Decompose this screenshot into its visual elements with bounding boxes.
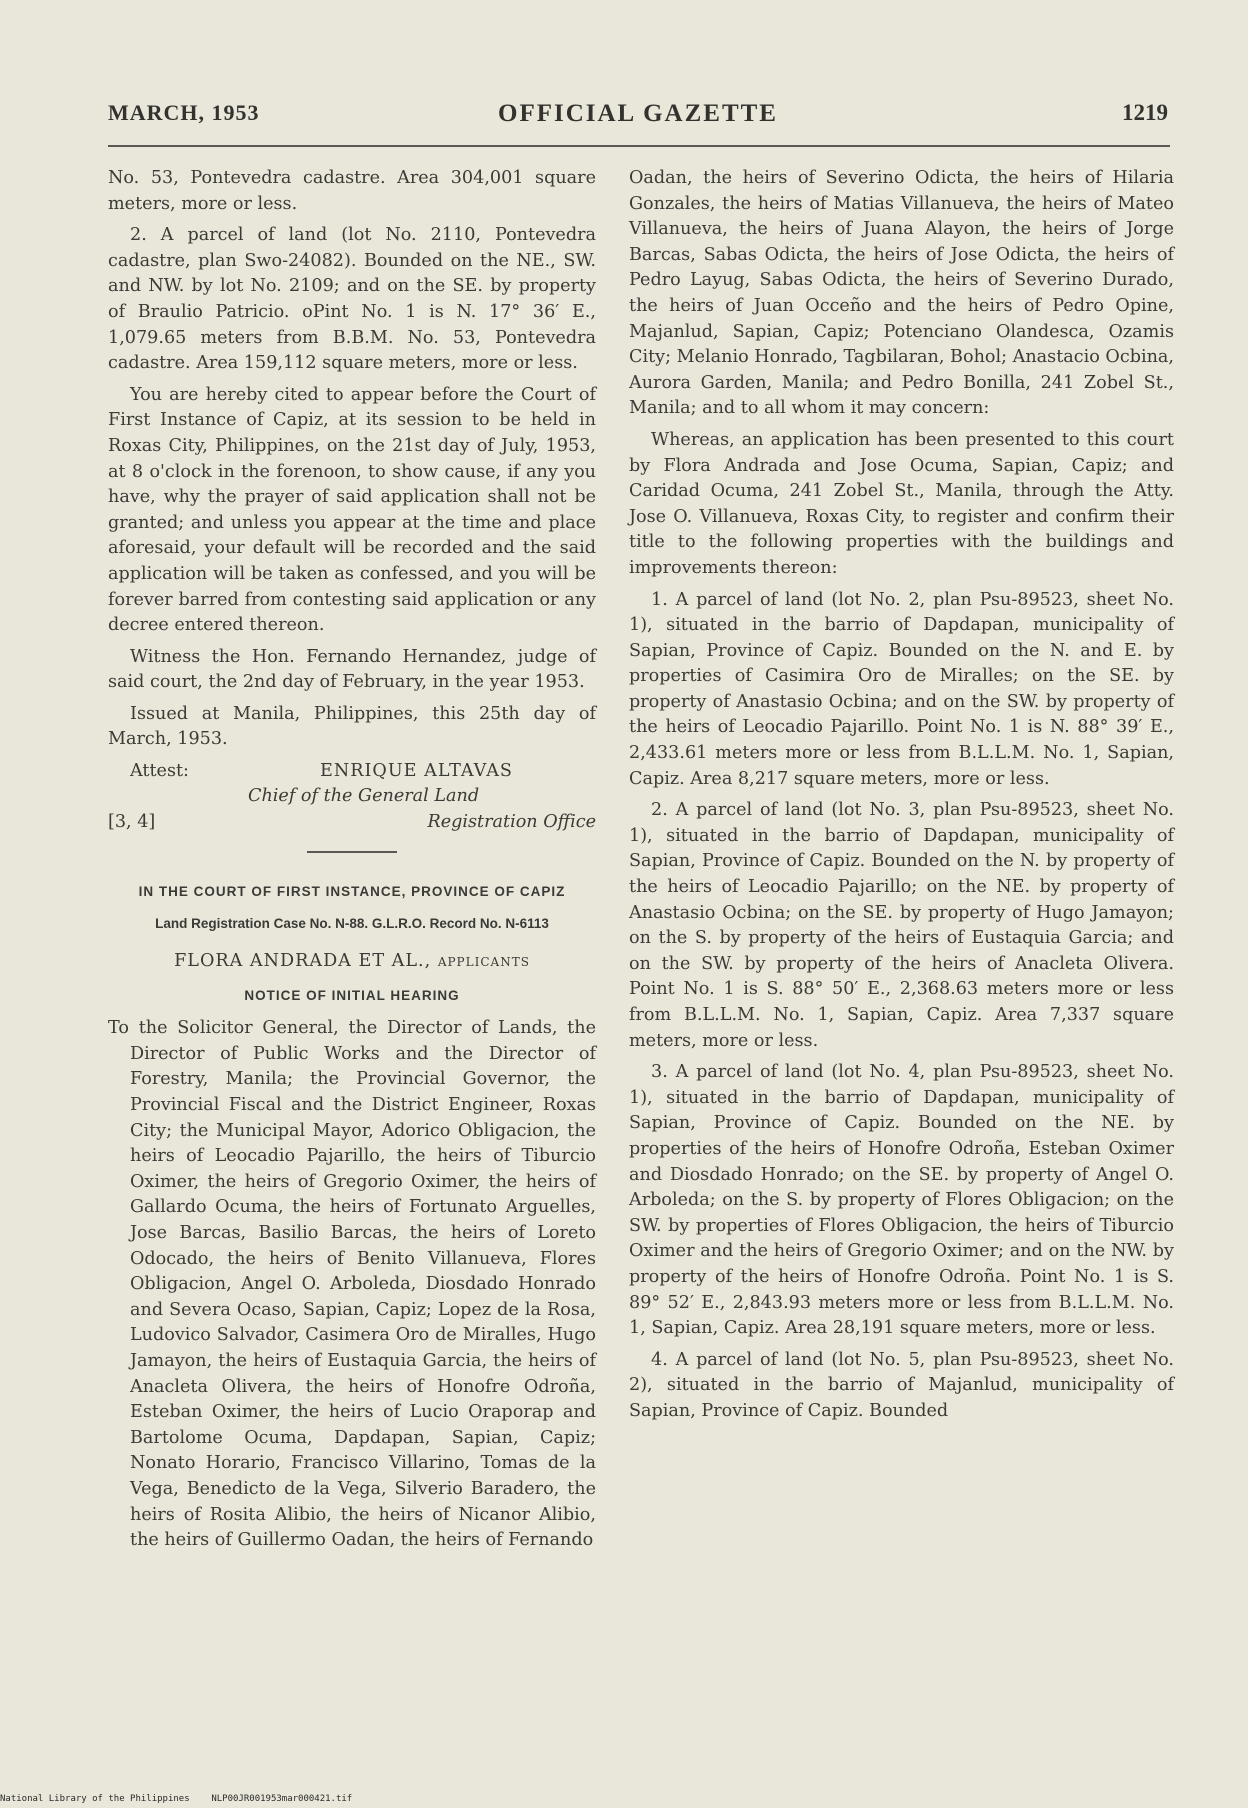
parcel-3-paragraph: 3. A parcel of land (lot No. 4, plan Psu-89523, sheet No. 1), situated in the barrio of Dapdapan, municipality of Sapian, Province of Capiz. Bounded on the NE. by properties of the heirs of Honofre Odroña, Esteban Oximer and Diosdado Honrado; on the SE. by property of Angel O. Arboleda; on the S. by property of Flores Obligacion; on the SW. by properties of Flores Obligacion, the heirs of Tiburcio Oximer and the heirs of Gregorio Oximer; and on the NW. by property of the heirs of Honofre Odroña. Point No. 1 is S. 89° 52′ E., 2,843.93 meters more or less from B.L.L.M. No. 1, Sapian, Capiz. Area 28,191 square meters, more or less. bbox=[629, 1062, 1174, 1339]
signer-title-line2: Registration Office bbox=[427, 812, 596, 833]
signer-title-line1: Chief of the General Land bbox=[248, 786, 480, 807]
publication-title: OFFICIAL GAZETTE bbox=[498, 100, 778, 127]
signer-name: ENRIQUE ALTAVAS bbox=[320, 761, 513, 782]
addressees-paragraph: To the Solicitor General, the Director of Lands, the Director of Public Works and the Director of Forestry, Manila; the Provincial Governor, the Provincial Fiscal and the District Engineer, Roxas City; the Municipal Mayor, Adorico Obligacion, the heirs of Leocadio Pajarillo, the heirs of Tiburcio Oximer, the heirs of Gregorio Oximer, the heirs of Gallardo Ocuma, the heirs of Fortunato Arguelles, Jose Barcas, Basilio Barcas, the heirs of Loreto Odocado, the heirs of Benito Villanueva, Flores Obligacion, Angel O. Arboleda, Diosdado Honrado and Severa Ocaso, Sapian, Capiz; Lopez de la Rosa, Ludovico Salvador, Casimera Oro de Miralles, Hugo Jamayon, the heirs of Eustaquia Garcia, the heirs of Anacleta Olivera, the heirs of Honofre Odroña, Esteban Oximer, the heirs of Lucio Oraporap and Bartolome Ocuma, Dapdapan, Sapian, Capiz; Nonato Horario, Francisco Villarino, Tomas de la Vega, Benedicto de la Vega, Silverio Baradero, the heirs of Rosita Alibio, the heirs of Nicanor Alibio, the heirs of Guillermo Oadan, the heirs of Fernando bbox=[108, 1018, 596, 1551]
issued-paragraph: Issued at Manila, Philippines, this 25th day of March, 1953. bbox=[108, 703, 596, 750]
citation-paragraph: You are hereby cited to appear before the Court of First Instance of Capiz, at its session to be held in Roxas City, Philippines, on the 21st day of July, 1953, at 8 o'clock in the forenoon, to show cause, if any you have, why the prayer of said application shall not be granted; and unless you appear at the time and place aforesaid, your default will be recorded and the said application will be taken as confessed, and you will be forever barred from contesting said application or any decree entered thereon. bbox=[108, 384, 596, 636]
attestation bbox=[108, 759, 596, 841]
addressees-continued: Oadan, the heirs of Severino Odicta, the heirs of Hilaria Gonzales, the heirs of Matias Villanueva, the heirs of Mateo Villanueva, the heirs of Juana Alayon, the heirs of Jorge Barcas, Sabas Odicta, the heirs of Jose Odicta, the heirs of Pedro Layug, Sabas Odicta, the heirs of Severino Durado, the heirs of Juan Occeño and the heirs of Pedro Opine, Majanlud, Sapian, Capiz; Potenciano Olandesca, Ozamis City; Melanio Honrado, Tagbilaran, Bohol; Anastacio Ocbina, Aurora Garden, Manila; and Pedro Bonilla, 241 Zobel St., Manila; and to all whom it may concern: bbox=[629, 168, 1175, 419]
witness-paragraph: Witness the Hon. Fernando Hernandez, judge of said court, the 2nd day of February, in the year 1953. bbox=[108, 646, 596, 693]
page-number: 1219 bbox=[1122, 100, 1168, 125]
continued-paragraph: No. 53, Pontevedra cadastre. Area 304,001 square meters, more or less. bbox=[108, 168, 596, 214]
notice-title: NOTICE OF INITIAL HEARING bbox=[244, 987, 460, 1003]
left-column bbox=[108, 166, 596, 1560]
running-head bbox=[108, 100, 1168, 140]
right-column bbox=[629, 166, 1174, 1431]
case-heading: Land Registration Case No. N-88. G.L.R.O. Record No. N-6113 bbox=[155, 916, 549, 932]
publication-reference: [3, 4] bbox=[108, 812, 156, 833]
header-rule bbox=[108, 145, 1170, 147]
attest-label: Attest: bbox=[130, 761, 189, 782]
section-divider bbox=[307, 851, 397, 853]
whereas-paragraph: Whereas, an application has been presented to this court by Flora Andrada and Jose Ocuma, Sapian, Capiz; and Caridad Ocuma, 241 Zobel St., Manila, through the Atty. Jose O. Villanueva, Roxas City, to register and confirm their title to the following properties with the buildings and improvements thereon: bbox=[629, 429, 1174, 578]
parcel-4-paragraph: 4. A parcel of land (lot No. 5, plan Psu-89523, sheet No. 2), situated in the barrio of Majanlud, municipality of Sapian, Province of Capiz. Bounded bbox=[629, 1349, 1174, 1421]
parcel-1-paragraph: 1. A parcel of land (lot No. 2, plan Psu-89523, sheet No. 1), situated in the barrio of Dapdapan, municipality of Sapian, Province of Capiz. Bounded on the N. and E. by properties of Casimira Oro de Miralles; on the SE. by property of Anastasio Ocbina; and on the SW. by property of the heirs of Leocadio Pajarillo. Point No. 1 is N. 88° 39′ E., 2,433.61 meters more or less from B.L.L.M. No. 1, Sapian, Capiz. Area 8,217 square meters, more or less. bbox=[629, 589, 1174, 789]
footer-source: National Library of the Philippines bbox=[0, 1794, 190, 1804]
applicants-line: FLORA ANDRADA ET AL., applicants bbox=[174, 951, 530, 972]
scan-footer bbox=[0, 1794, 352, 1804]
court-heading: IN THE COURT OF FIRST INSTANCE, PROVINCE OF CAPIZ bbox=[138, 884, 566, 900]
parcel-2-paragraph: 2. A parcel of land (lot No. 3, plan Psu-89523, sheet No. 1), situated in the barrio of Dapdapan, municipality of Sapian, Province of Capiz. Bounded on the N. by property of the heirs of Leocadio Pajarillo; on the NE. by property of Anastasio Ocbina; on the SE. by property of Hugo Jamayon; on the S. by property of the heirs of Eustaquia Garcia; and on the SW. by property of the heirs of Anacleta Olivera. Point No. 1 is S. 88° 50′ E., 2,368.63 meters more or less from B.L.L.M. No. 1, Sapian, Capiz. Area 7,337 square meters, more or less. bbox=[629, 800, 1174, 1051]
parcel-paragraph: 2. A parcel of land (lot No. 2110, Pontevedra cadastre, plan Swo-24082). Bounded on the NE., SW. and NW. by lot No. 2109; and on the SE. by property of Braulio Patricio. oPint No. 1 is N. 17° 36′ E., 1,079.65 meters from B.B.M. No. 53, Pontevedra cadastre. Area 159,112 square meters, more or less. bbox=[108, 225, 596, 374]
footer-filename: NLP00JR001953mar000421.tif bbox=[211, 1794, 353, 1804]
issue-date: MARCH, 1953 bbox=[108, 100, 260, 125]
